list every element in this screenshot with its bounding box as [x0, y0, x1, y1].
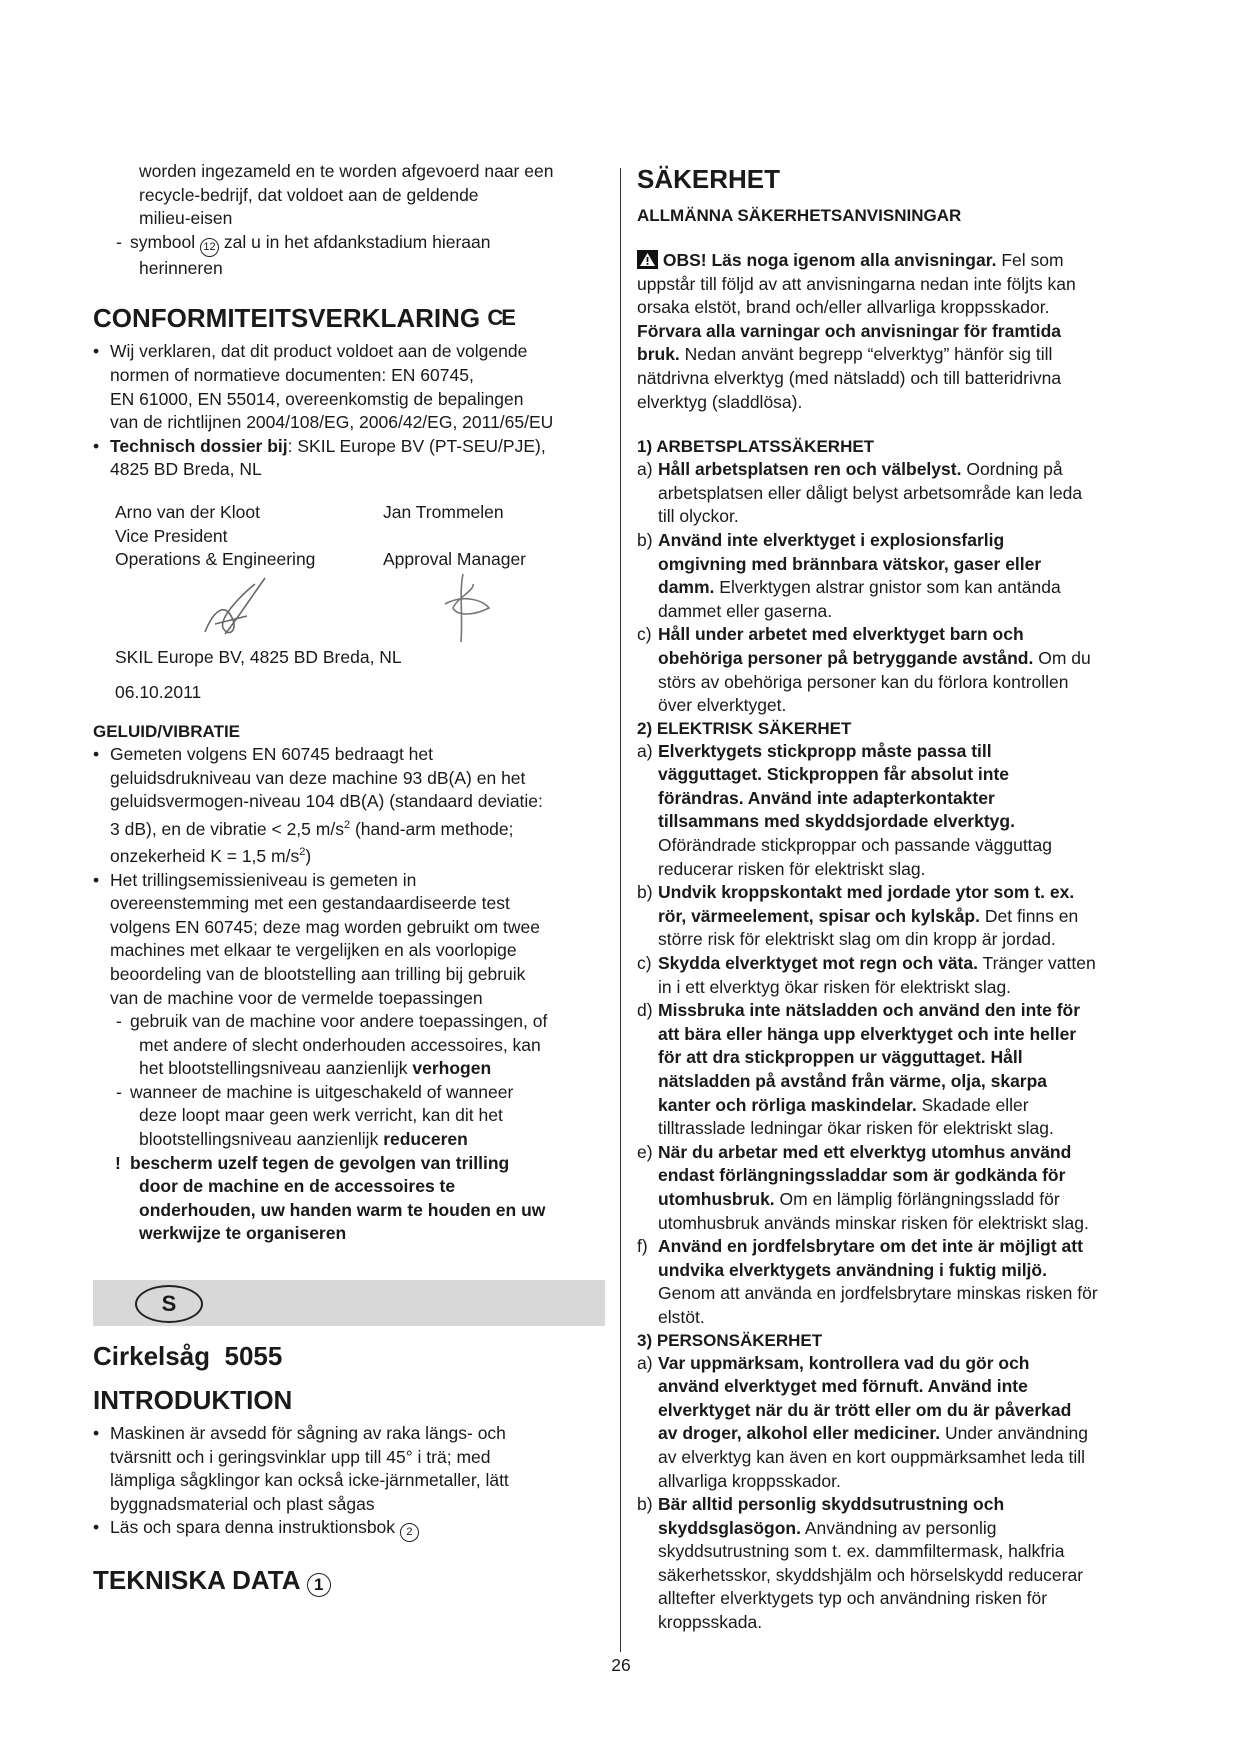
text-line: nätdrivna elverktyg (med nätsladd) och till batteridrivna [637, 367, 1062, 388]
text-line: Genom att använda en jordfelsbrytare minskas risken för [658, 1283, 1098, 1304]
text-line: door de machine en de accessoires te [139, 1176, 456, 1197]
text-line: met andere of slecht onderhouden accessoires, kan [139, 1034, 541, 1055]
text-line: Maskinen är avsedd för sågning av raka längs- och [110, 1423, 506, 1444]
right-column [637, 163, 1157, 1635]
text-line: milieu-eisen [139, 208, 233, 229]
item-1c [637, 623, 1157, 717]
item-marker: b) [637, 882, 653, 903]
noise-vibration-heading: GELUID/VIBRATIE [93, 721, 241, 741]
left-column [93, 160, 605, 1597]
protection-warning: ! bescherm uzelf tegen de gevolgen van trilling door de machine en de accessoires te onderhouden, uw handen warm te houden en uw werkwijze te organiseren [93, 1152, 605, 1246]
text-span: Nedan använt begrepp “elverktyg” hänför sig till [684, 344, 1053, 365]
text-line: deze loopt maar geen werk verricht, kan dit het [139, 1105, 503, 1126]
text-line: reducerar risken för elektriskt slag. [658, 858, 926, 879]
conformity-heading [93, 302, 605, 334]
manual-bullet: • Läs och spara denna instruktionsbok 2 [93, 1516, 605, 1542]
signatory-title: Approval Manager [383, 549, 526, 570]
reference-number-2: 2 [400, 1523, 419, 1542]
text-line: werkwijze te organiseren [139, 1223, 347, 1244]
item-2e [637, 1141, 1157, 1235]
item-marker: e) [637, 1141, 653, 1162]
text-line: utomhusbruk används minskar risken för elektriskt slag. [658, 1212, 1089, 1233]
text-span: blootstellingsniveau aanzienlijk [139, 1129, 379, 1150]
item-2a [637, 740, 1157, 882]
bold-text: Skydda elverktyget mot regn och väta. [658, 953, 978, 974]
bold-text: Undvik kroppskontakt med jordade ytor som t. ex. [658, 882, 1075, 903]
product-title: Cirkelsåg 5055 [93, 1341, 283, 1372]
text-span: Elverktygen alstrar gnistor som kan antända [719, 577, 1061, 598]
dash-item-increase: - gebruik van de machine voor andere toepassingen, of met andere of slecht onderhouden accessoires, kan het blootstellingsniveau aanzienlijk verhogen [93, 1010, 605, 1081]
page-number: 26 [611, 1655, 631, 1675]
bold-text: bruk. [637, 344, 680, 365]
item-marker: b) [637, 529, 653, 550]
text-line: tvärsnitt och i geringsvinklar upp till 45° i trä; med [110, 1446, 491, 1467]
item-2d [637, 999, 1157, 1141]
text-span: 3 dB), en de vibratie < 2,5 m/s [110, 818, 344, 839]
text-line: lämpliga sågklingor kan också icke-järnmetaller, lätt [110, 1470, 509, 1491]
bold-text: skyddsglasögon. [658, 1517, 801, 1538]
item-marker: b) [637, 1494, 653, 1515]
text-line: herinneren [139, 257, 223, 278]
text-line: gebruik van de machine voor andere toepassingen, of [130, 1011, 548, 1032]
text-line: dammet eller gaserna. [658, 600, 833, 621]
text-span: symbool [130, 231, 196, 252]
bold-text: kanter och rörliga maskindelar. [658, 1094, 917, 1115]
bold-text: Håll arbetsplatsen ren och välbelyst. [658, 459, 962, 480]
text-line: störs av obehöriga personer kan du förlora kontrollen [658, 671, 1069, 692]
bold-text: Använd en jordfelsbrytare om det inte är möjligt att [658, 1236, 1083, 1257]
bold-text: använd elverktyget med förnuft. Använd inte [658, 1376, 1028, 1397]
text-line: skyddsutrustning som t. ex. dammfiltermask, halkfria [658, 1541, 1065, 1562]
workplace-safety-heading: 1) ARBETSPLATSSÄKERHET [637, 437, 875, 457]
signatory-name: Arno van der Kloot [115, 501, 260, 522]
text-span: Det finns en [984, 905, 1079, 926]
bold-text: När du arbetar med ett elverktyg utomhus använd [658, 1141, 1072, 1162]
bold-text: tillsammans med skyddsjordade elverktyg. [658, 811, 1015, 832]
noise-bullet: • Gemeten volgens EN 60745 bedraagt het geluidsdrukniveau van deze machine 93 dB(A) en het geluidsvermogen-niveau 104 dB(A) (standaard deviatie: 3 dB), en de vibratie < 2,5 $m/s^2$ (hand-arm methode; onzekerheid K = 1,5 $m/s^2$) [93, 743, 605, 869]
intro-bullet: • Maskinen är avsedd för sågning av raka längs- och tvärsnitt och i geringsvinklar upp till 45° i trä; med lämpliga sågklingor kan också icke-järnmetaller, lätt byggnadsmaterial och plast sågas [93, 1422, 605, 1516]
text-line: uppstår till följd av att anvisningarna nedan inte följts kan [637, 273, 1076, 294]
bold-text: elverktyget när du är trött eller om du är påverkad [658, 1399, 1072, 1420]
bold-text: Använd inte elverktyget i explosionsfarlig [658, 529, 1005, 550]
text-span: Fel som [1001, 250, 1064, 270]
bold-text: reduceren [383, 1129, 468, 1150]
item-marker: c) [637, 953, 652, 974]
bold-text: förändras. Använd inte adapterkontakter [658, 787, 995, 808]
text-span: Under användning [944, 1423, 1088, 1444]
signatory-title: Operations & Engineering [115, 549, 316, 570]
text-line: säkerhetsskor, skyddshjälm och hörselskydd reducerar [658, 1564, 1084, 1585]
text-line: av elverktyg kan även en kort ouppmärksamhet leda till [658, 1446, 1086, 1467]
item-marker: a) [637, 1352, 653, 1373]
text-span: Oordning på [966, 459, 1063, 480]
text-line: elverktyg (sladdlösa). [637, 391, 803, 412]
item-1b [637, 529, 1157, 623]
bold-text: undvika elverktygets användning i fuktig miljö. [658, 1259, 1047, 1280]
personal-safety-heading: 3) PERSONSÄKERHET [637, 1330, 823, 1350]
text-line: elstöt. [658, 1306, 705, 1327]
safety-heading: SÄKERHET [637, 164, 781, 194]
item-marker: a) [637, 459, 653, 480]
text-line: orsaka elstöt, brand och/eller allvarliga kroppsskador. [637, 297, 1050, 318]
text-line: tilltrasslade ledningar ökar risken för elektriskt slag. [658, 1118, 1054, 1139]
text-span: Användning av personlig [804, 1517, 997, 1538]
text-line: Gemeten volgens EN 60745 bedraagt het [110, 743, 433, 764]
warning-paragraph [637, 249, 1157, 414]
heading-text: CONFORMITEITSVERKLARING [93, 303, 481, 334]
item-2f [637, 1235, 1157, 1329]
text-line: worden ingezameld en te worden afgevoerd naar een [139, 161, 554, 181]
company-address: SKIL Europe BV, 4825 BD Breda, NL [115, 646, 402, 667]
bold-text: damm. [658, 577, 715, 598]
text-line: normen of normatieve documenten: EN 60745, [110, 364, 474, 385]
language-banner [93, 1280, 605, 1326]
bold-text: Var uppmärksam, kontrollera vad du gör och [658, 1352, 1030, 1373]
text-line: geluidsdrukniveau van deze machine 93 dB(A) en het [110, 767, 526, 788]
text-span: ) [305, 845, 312, 866]
superscript: 2 [343, 818, 351, 831]
general-safety-subheading: ALLMÄNNA SÄKERHETSANVISNINGAR [637, 206, 962, 225]
signatories [93, 501, 605, 705]
text-span: zal u in het afdankstadium hieraan [223, 231, 491, 252]
bold-text: Håll under arbetet med elverktyget barn och [658, 624, 1024, 645]
column-divider [620, 168, 621, 1652]
item-2b [637, 881, 1157, 952]
item-3a [637, 1352, 1157, 1494]
item-marker: f) [637, 1236, 648, 1257]
signature-2-icon [433, 564, 503, 644]
bold-text: av droger, alkohol eller mediciner. [658, 1423, 941, 1444]
signatory-name: Jan Trommelen [383, 501, 504, 522]
text-line: in i ett elverktyg ökar risken för elektriskt slag. [658, 976, 1012, 997]
text-line: till olyckor. [658, 506, 739, 527]
text-span: Läs och spara denna instruktionsbok [110, 1517, 396, 1538]
text-span: onzekerheid K = 1,5 m/s [110, 845, 300, 866]
text-span: het blootstellingsniveau aanzienlijk [139, 1058, 408, 1079]
bold-text: Missbruka inte nätsladden och använd den inte för [658, 1000, 1081, 1021]
vibration-bullet: • Het trillingsemissieniveau is gemeten in overeenstemming met een gestandaardiseerde test volgens EN 60745; deze mag worden gebruikt om twee machines met elkaar te vergelijken en als voorlopige beoordeling van de blootstelling aan trilling bij gebruik van de machine voor de vermelde toepassingen [93, 869, 605, 1011]
language-badge-s: S [135, 1285, 203, 1323]
text-line: EN 61000, EN 55014, overeenkomstig de bepalingen [110, 388, 524, 409]
text-span: Om en lämplig förlängningssladd för [779, 1188, 1060, 1209]
signatures [115, 572, 605, 646]
text-line: Oförändrade stickproppar och passande vägguttag [658, 835, 1053, 856]
bold-text: utomhusbruk. [658, 1188, 775, 1209]
warning-triangle-icon [637, 250, 658, 269]
signatory-title: Vice President [115, 525, 228, 546]
text-line: arbetsplatsen eller dåligt belyst arbetsområde kan leda [658, 482, 1083, 503]
text-span: (hand-arm methode; [354, 818, 514, 839]
text-line: allvarliga kroppsskador. [658, 1470, 841, 1491]
recycle-text [93, 160, 605, 231]
text-line: van de machine voor de vermelde toepassingen [110, 987, 483, 1008]
superscript: 2 [299, 846, 306, 859]
item-marker: a) [637, 740, 653, 761]
signature-1-icon [185, 572, 275, 646]
bold-text: att bära eller hänga upp elverktyget och inte heller [658, 1023, 1077, 1044]
text-line: byggnadsmaterial och plast sågas [110, 1493, 375, 1514]
bold-text: Elverktygets stickpropp måste passa till [658, 740, 992, 761]
tech-dossier-bullet: • Technisch dossier bij: SKIL Europe BV (PT-SEU/PJE), 4825 BD Breda, NL [93, 435, 605, 482]
reference-number-1: 1 [307, 1573, 331, 1597]
text-line: kroppsskada. [658, 1612, 763, 1633]
text-line: över elverktyget. [658, 695, 787, 716]
text-line: Het trillingsemissieniveau is gemeten in [110, 869, 417, 890]
text-line: Wij verklaren, dat dit product voldoet aan de volgende [110, 341, 528, 362]
bold-text: obehöriga personer på betryggande avstånd. [658, 647, 1034, 668]
text-line: beoordeling van de blootstelling aan trilling bij gebruik [110, 963, 526, 984]
reference-number-12: 12 [200, 238, 219, 257]
text-line: volgens EN 60745; deze mag worden gebruikt om twee [110, 916, 540, 937]
bold-text: Technisch dossier bij [110, 435, 288, 456]
text-line: 4825 BD Breda, NL [110, 459, 262, 480]
item-1a [637, 458, 1157, 529]
bold-text: Bär alltid personlig skyddsutrustning och [658, 1494, 1005, 1515]
item-marker: d) [637, 1000, 653, 1021]
text-span: Skadade eller [921, 1094, 1029, 1115]
bold-text: nätsladden på avstånd från värme, olja, skarpa [658, 1071, 1048, 1091]
text-line: geluidsvermogen-niveau 104 dB(A) (standaard deviatie: [110, 791, 543, 812]
text-span: Om du [1038, 647, 1091, 668]
bold-text: verhogen [412, 1058, 492, 1079]
text-line: overeenstemming met een gestandaardiseerde test [110, 893, 510, 914]
item-2c [637, 952, 1157, 999]
bold-text: för att dra stickproppen ur vägguttaget. Håll [658, 1047, 1023, 1068]
bold-text: endast förlängningssladdar som är godkända för [658, 1165, 1066, 1186]
conformity-bullet: • Wij verklaren, dat dit product voldoet aan de volgende normen of normatieve documenten: EN 60745, EN 61000, EN 55014, overeenkomstig de bepalingen van de richtlijnen 2004/108/EG, 2006/42/EG, 2011/65/EU [93, 340, 605, 434]
text-line: onderhouden, uw handen warm te houden en uw [139, 1199, 546, 1220]
text-line: van de richtlijnen 2004/108/EG, 2006/42/EG, 2011/65/EU [110, 412, 554, 433]
bold-text: OBS! Läs noga igenom alla anvisningar. [662, 250, 997, 270]
text-line: wanneer de machine is uitgeschakeld of wanneer [130, 1081, 514, 1102]
heading-text: TEKNISKA DATA [93, 1565, 300, 1596]
text-span: Tränger vatten [982, 953, 1096, 974]
bold-text: rör, värmeelement, spisar och kylskåp. [658, 905, 980, 926]
text-line: bescherm uzelf tegen de gevolgen van trilling [130, 1152, 510, 1173]
technical-data-heading [93, 1564, 605, 1597]
declaration-date: 06.10.2011 [115, 682, 202, 703]
item-marker: c) [637, 624, 652, 645]
text-line: recycle-bedrijf, dat voldoet aan de geldende [139, 184, 479, 205]
text-line: större risk för elektriskt slag om din kropp är jordad. [658, 929, 1056, 950]
bold-text: omgivning med brännbara vätskor, gaser eller [658, 553, 1042, 574]
text-line: alltefter elverktygets typ och användning risken för [658, 1588, 1048, 1609]
electrical-safety-heading: 2) ELEKTRISK SÄKERHET [637, 718, 852, 738]
bold-text: Förvara alla varningar och anvisningar för framtida [637, 320, 1062, 341]
symbol-dash-item: - symbool 12 zal u in het afdankstadium hieraan herinneren [93, 231, 605, 281]
bold-text: vägguttaget. Stickproppen får absolut inte [658, 764, 1010, 785]
ce-mark-icon: CE [487, 305, 514, 331]
item-3b [637, 1493, 1157, 1635]
introduction-heading: INTRODUKTION [93, 1385, 293, 1416]
dash-item-reduce: - wanneer de machine is uitgeschakeld of wanneer deze loopt maar geen werk verricht, kan dit het blootstellingsniveau aanzienlijk reduceren [93, 1081, 605, 1152]
text-span: : SKIL Europe BV (PT-SEU/PJE), [287, 435, 546, 456]
text-line: machines met elkaar te vergelijken en als voorlopige [110, 940, 517, 961]
